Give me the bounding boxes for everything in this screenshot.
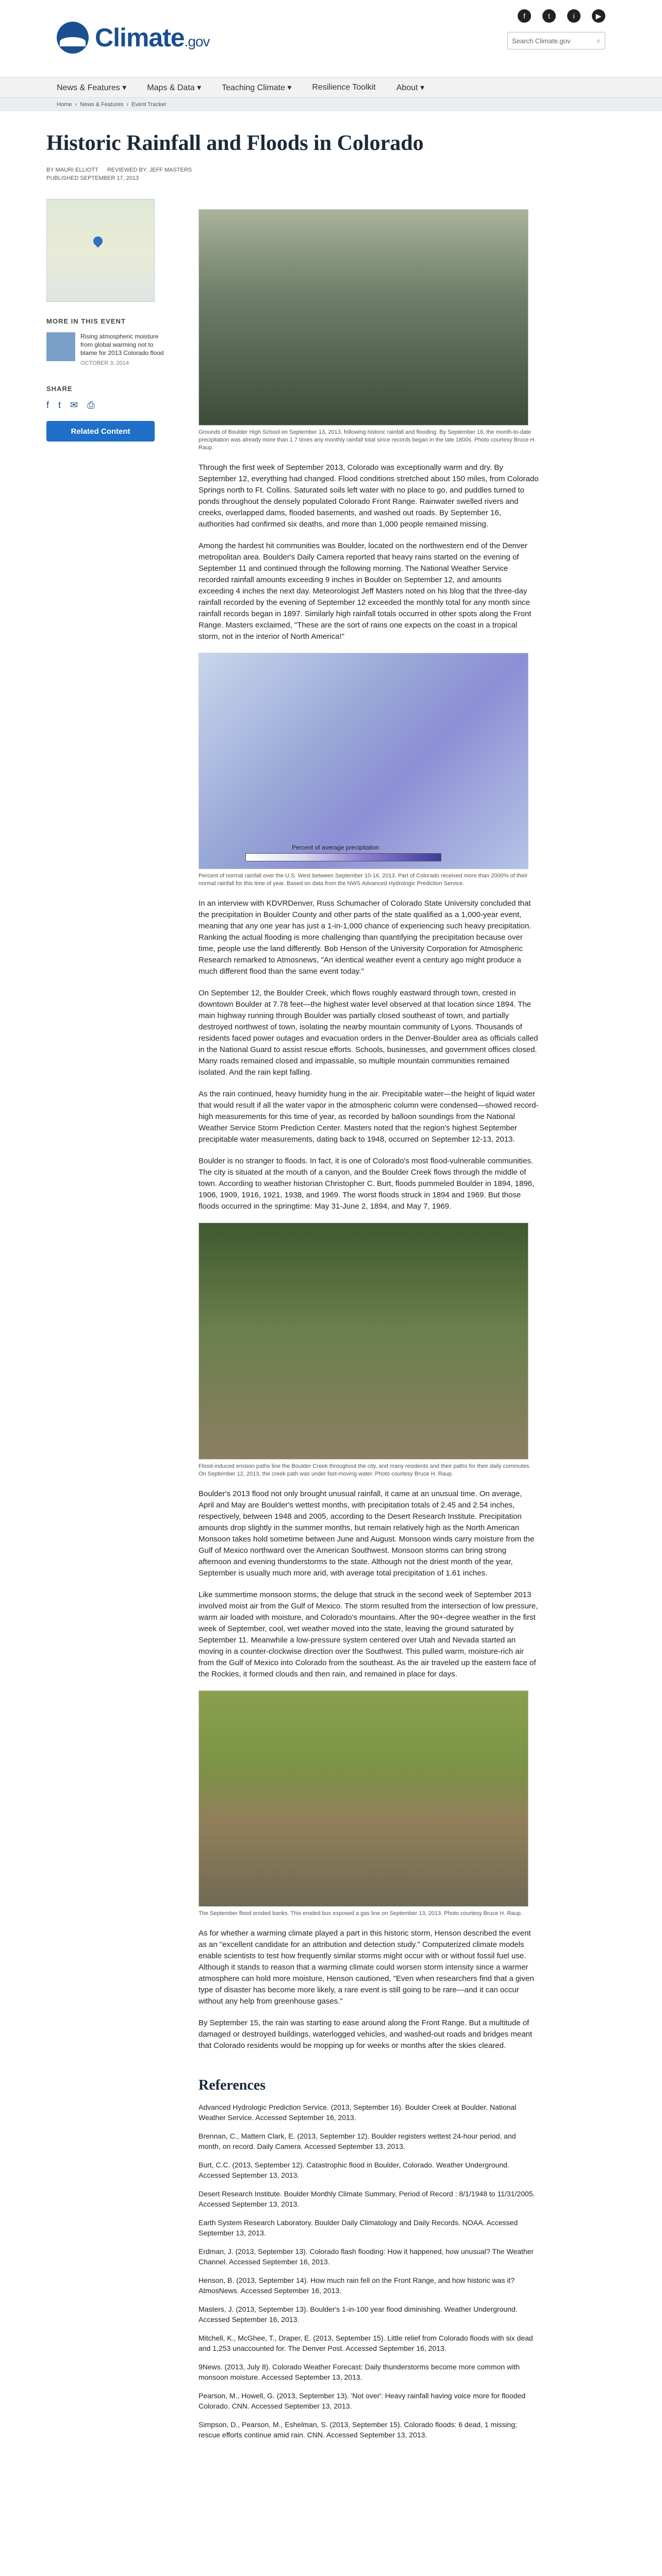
legend-color-bar <box>245 853 441 861</box>
reference-item[interactable]: Burt, C.C. (2013, September 12). Catastrophic flood in Boulder, Colorado. Weather Underground. Accessed September 13, 2013. <box>198 2161 509 2179</box>
noaa-logo-icon <box>57 22 89 54</box>
figure-2 <box>198 653 539 888</box>
reference-item[interactable]: Earth System Research Laboratory. Boulder Daily Climatology and Daily Records. NOAA. Accessed September 13, 2013. <box>198 2218 518 2237</box>
reference-item[interactable]: Desert Research Institute. Boulder Monthly Climate Summary, Period of Record : 8/1/1948 to 11/31/2005. Accessed September 13, 2013. <box>198 2190 535 2208</box>
nav-teaching[interactable]: Teaching Climate ▾ <box>222 83 292 92</box>
reviewer[interactable]: REVIEWED BY: JEFF MASTERS <box>107 167 192 173</box>
related-event-thumbnail[interactable] <box>46 332 75 361</box>
related-event-date: OCTOBER 3, 2014 <box>80 360 129 366</box>
reference-item[interactable]: Advanced Hydrologic Prediction Service. (2013, September 16). Boulder Creek at Boulder. National Weather Service. Accessed September 16, 2013. <box>198 2103 517 2122</box>
page-title: Historic Rainfall and Floods in Colorado <box>46 131 424 155</box>
reference-item[interactable]: Henson, B. (2013, September 14). How much rain fell on the Front Range, and how historic was it? AtmosNews. Accessed September 16, 2013. <box>198 2276 515 2295</box>
facebook-icon[interactable]: f <box>518 9 531 23</box>
nav-about[interactable]: About ▾ <box>396 83 424 92</box>
paragraph: By September 15, the rain was starting to ease around along the Front Range. But a multitude of damaged or destroyed buildings, waterlogged vehicles, and washed-out roads and bridges meant that Colorado residents would be mopping up for weeks or months after the skies cleared. <box>198 2019 533 2050</box>
paragraph: On September 12, the Boulder Creek, which flows roughly eastward through town, crested in downtown Boulder at 7.78 feet—the highest water level observed at that location since 1894. The main highway running through Boulder was partially closed southeast of town, and partially destroyed northwest of town, isolating the nearby mountain community of Lyons. Thousands of residents faced power outages and evacuation orders in the Denver-Boulder area as officials called in the National Guard to assist rescue efforts. Schools, businesses, and government offices closed. Many roads remained closed and impassable, so multiple mountain communities remained isolated. And the rain kept falling. <box>198 989 538 1077</box>
paragraph: As for whether a warming climate played a part in this historic storm, Henson described the event as an "excellent candidate for an attribution and detection study." Computerized climate models enable scientists to test how frequently similar storms might occur with or without fossil fuel use. Although it stands to reason that a warming climate could worsen storm intensity since a warmer atmosphere can hold more moisture, Henson cautioned, "Even when researchers find that a given type of disaster has become more likely, a rare event is still going to be rare—and it can occur without any help from greenhouse gases." <box>198 1929 534 2006</box>
references-heading: References <box>198 2077 266 2093</box>
social-links <box>518 9 605 23</box>
paragraph: Boulder's 2013 flood not only brought unusual rainfall, it came at an unusual time. On average, April and May are Boulder's wettest months, with precipitation totals of 2.45 and 2.54 inches, respectively, between 1948 and 2005, according to the Desert Research Institute. Precipitation amounts drop slightly in the summer months, but remain relatively high as the North American Monsoon takes hold sometime between June and August. Monsoon winds carry moisture from the Gulf of Mexico northward over the American Southwest. Monsoon storms can bring strong afternoon and evening thunderstorms to the state. Although not the driest month of the year, September is usually much more arid, with average total precipitation of 1.61 inches. <box>198 1489 535 1578</box>
flood-photo-creek-path[interactable] <box>198 1223 528 1460</box>
reference-item[interactable]: Pearson, M., Howell, G. (2013, September 13). 'Not over': Heavy rainfall having voice more for flooded Colorado. CNN. Accessed September 13, 2013. <box>198 2392 526 2410</box>
reference-item[interactable]: Mitchell, K., McGhee, T., Draper, E. (2013, September 15). Little relief from Colorado floods with six dead and 1,253 unaccounted for. The Denver Post. Accessed September 16, 2013. <box>198 2334 533 2352</box>
article-layout <box>0 199 662 2440</box>
legend-label: Percent of average precipitation <box>292 844 379 851</box>
figure-1 <box>198 209 539 452</box>
breadcrumb: Home › News & Features › Event Tracker <box>0 98 662 111</box>
article-body <box>198 199 539 2440</box>
search-placeholder: Search Climate.gov <box>512 37 571 45</box>
sidebar <box>46 199 170 2440</box>
share-facebook-icon[interactable]: f <box>46 400 49 410</box>
flood-photo-boulder-high[interactable] <box>198 209 528 426</box>
more-in-event-label: MORE IN THIS EVENT <box>46 317 126 325</box>
reference-item[interactable]: Brennan, C., Mattern Clark, E. (2013, September 12). Boulder registers wettest 24-hour period, and month, on record. Daily Camera. Accessed September 13, 2013. <box>198 2132 516 2150</box>
reference-item[interactable]: Erdman, J. (2013, September 13). Colorado flash flooding: How it happened, how unusual? The Weather Channel. Accessed September 16, 2013. <box>198 2247 534 2266</box>
event-map[interactable] <box>46 199 155 302</box>
related-event[interactable] <box>46 332 170 366</box>
flood-photo-eroded-banks[interactable] <box>198 1690 528 1907</box>
search-input[interactable] <box>507 32 605 49</box>
figure-caption: Flood-induced erosion paths line the Boulder Creek throughout the city, and many residents and their paths for their daily commutes. On September 12, 2013, the creek path was under fast-moving water. Photo courtesy Bruce H. Raup. <box>198 1463 531 1477</box>
reference-item[interactable]: Masters, J. (2013, September 13). Boulder's 1-in-100 year flood diminishing. Weather Underground. Accessed September 16, 2013. <box>198 2305 518 2324</box>
share-print-icon[interactable]: ⎙ <box>87 400 95 410</box>
logo-suffix: .gov <box>184 33 210 49</box>
logo-main: Climate <box>95 23 185 52</box>
paragraph: As the rain continued, heavy humidity hung in the air. Precipitable water—the height of liquid water that would result if all the water vapor in the atmospheric column were condensed—showed record-high measurements for this time of year, as recorded by balloon soundings from the National Weather Service Storm Prediction Center. Masters noted that the region's highest September precipitable water measurements, dating back to 1948, occurred on September 12-13, 2013. <box>198 1090 539 1144</box>
figure-3 <box>198 1223 539 1478</box>
related-content-button[interactable]: Related Content <box>46 421 155 442</box>
search-icon[interactable]: ⌕ <box>597 37 601 44</box>
paragraph: Through the first week of September 2013, Colorado was exceptionally warm and dry. By September 12, everything had changed. Flood conditions stretched about 150 miles, from Colorado Springs north to Ft. Collins. Saturated soils left water with no place to go, and puddles turned to ponds throughout the densely populated Colorado Front Range. Rainwater swelled rivers and creeks, overlapped dams, flooded basements, and washed out roads. By September 16, authorities had confirmed six deaths, and more than 1,000 people remained missing. <box>198 463 539 529</box>
main-nav <box>0 77 662 98</box>
nav-maps[interactable]: Maps & Data ▾ <box>147 83 202 92</box>
precipitation-map[interactable] <box>198 653 528 869</box>
breadcrumb-event-tracker[interactable]: Event Tracker <box>131 101 167 108</box>
share-twitter-icon[interactable]: t <box>58 400 61 410</box>
site-header <box>0 0 662 77</box>
twitter-icon[interactable]: t <box>542 9 556 23</box>
share-icons <box>46 400 170 411</box>
instagram-icon[interactable]: i <box>567 9 581 23</box>
map-pin-icon <box>91 234 104 247</box>
breadcrumb-news[interactable]: News & Features <box>80 101 124 108</box>
published-date: PUBLISHED SEPTEMBER 17, 2013 <box>46 175 139 181</box>
paragraph: Among the hardest hit communities was Boulder, located on the northwestern end of the Denver metropolitan area. Boulder's Daily Camera reported that heavy rains started on the evening of September 11 and continued through the following morning. The National Weather Service recorded rainfall amounts exceeding 9 inches in Boulder on September 12, and amounts exceeding 4 inches the next day. Meteorologist Jeff Masters noted on his blog that the three-day rainfall recorded by the evening of September 12 exceeded the monthly total for any month since rainfall records began in 1897. Similarly high rainfall totals occurred in other spots along the Front Range. Masters exclaimed, "These are the sort of rains one expects on the coast in a tropical storm, not in the interior of North America!" <box>198 541 532 641</box>
site-logo[interactable] <box>57 22 210 54</box>
related-event-title[interactable]: Rising atmospheric moisture from global warming not to blame for 2013 Colorado flood <box>80 333 164 357</box>
paragraph: Like summertime monsoon storms, the deluge that struck in the second week of September 2013 involved moist air from the Gulf of Mexico. The storm resulted from the intersection of low pressure, warm air loaded with moisture, and Colorado's mountains. After the 90+-degree weather in the first week of September, cool, wet weather moved into the state, leaving the ground saturated by September 11. Meanwhile a low-pressure system centered over Utah and Nevada started an moving in a counter-clockwise direction over the Southwest. This pulled warm, moisture-rich air from the Gulf of Mexico into Colorado from the southeast. As the air traveled up the eastern face of the Rockies, it formed clouds and then rain, and remained in place for days. <box>198 1590 538 1679</box>
share-label: SHARE <box>46 385 73 393</box>
reference-item[interactable]: Simpson, D., Pearson, M., Eshelman, S. (2013, September 15). Colorado floods: 6 dead, 1 missing; rescue efforts continue amid rain. CNN. Accessed September 13, 2013. <box>198 2420 517 2439</box>
author[interactable]: BY MAURI ELLIOTT <box>46 167 98 173</box>
figure-caption: Grounds of Boulder High School on September 13, 2013, following historic rainfall and flooding. By September 16, the month-to-date precipitation was already more than 1.7 times any monthly rainfall total since records began in the late 1800s. Photo courtesy Bruce H. Raup. <box>198 429 536 451</box>
paragraph: In an interview with KDVRDenver, Russ Schumacher of Colorado State University concluded that the precipitation in Boulder County and other parts of the state qualified as a 1,000-year event, meaning that any one year has just a 1-in-1,000 chance of experiencing such heavy precipitation. Ranking the actual flooding is more challenging than quantifying the precipitation because over time, people use the land differently. Bob Henson of the University Corporation for Atmospheric Research remarked to Atmosnews, "An identical weather event a century ago might produce a much different flood than the same event today." <box>198 899 532 976</box>
figure-caption: The September flood eroded banks. This eroded bus exposed a gas line on September 13, 2013. Photo courtesy Bruce H. Raup. <box>198 1910 522 1917</box>
share-email-icon[interactable]: ✉ <box>70 400 78 410</box>
paragraph: Boulder is no stranger to floods. In fact, it is one of Colorado's most flood-vulnerable communities. The city is situated at the mouth of a canyon, and the Boulder Creek flows through the middle of town. According to weather historian Christopher C. Burt, floods pummeled Boulder in 1894, 1896, 1906, 1909, 1916, 1921, 1938, and 1969. The worst floods struck in 1894 and 1969. But those floods occurred in the springtime: May 31-June 2, 1894, and May 7, 1969. <box>198 1157 535 1211</box>
figure-4 <box>198 1690 539 1918</box>
figure-caption: Percent of normal rainfall over the U.S. West between September 10-16, 2013. Part of Colorado received more than 2000% of their normal rainfall for this time of year. Based on data from the NWS Advanced Hydrologic Prediction Service. <box>198 873 528 887</box>
breadcrumb-home[interactable]: Home <box>57 101 72 108</box>
reference-item[interactable]: 9News. (2013, July 8). Colorado Weather Forecast: Daily thunderstorms become more common with monsoon moisture. Accessed September 13, 2013. <box>198 2363 520 2381</box>
nav-news[interactable]: News & Features ▾ <box>57 83 127 92</box>
nav-resilience[interactable]: Resilience Toolkit <box>312 82 376 92</box>
youtube-icon[interactable]: ▶ <box>592 9 605 23</box>
article-meta <box>46 166 662 182</box>
